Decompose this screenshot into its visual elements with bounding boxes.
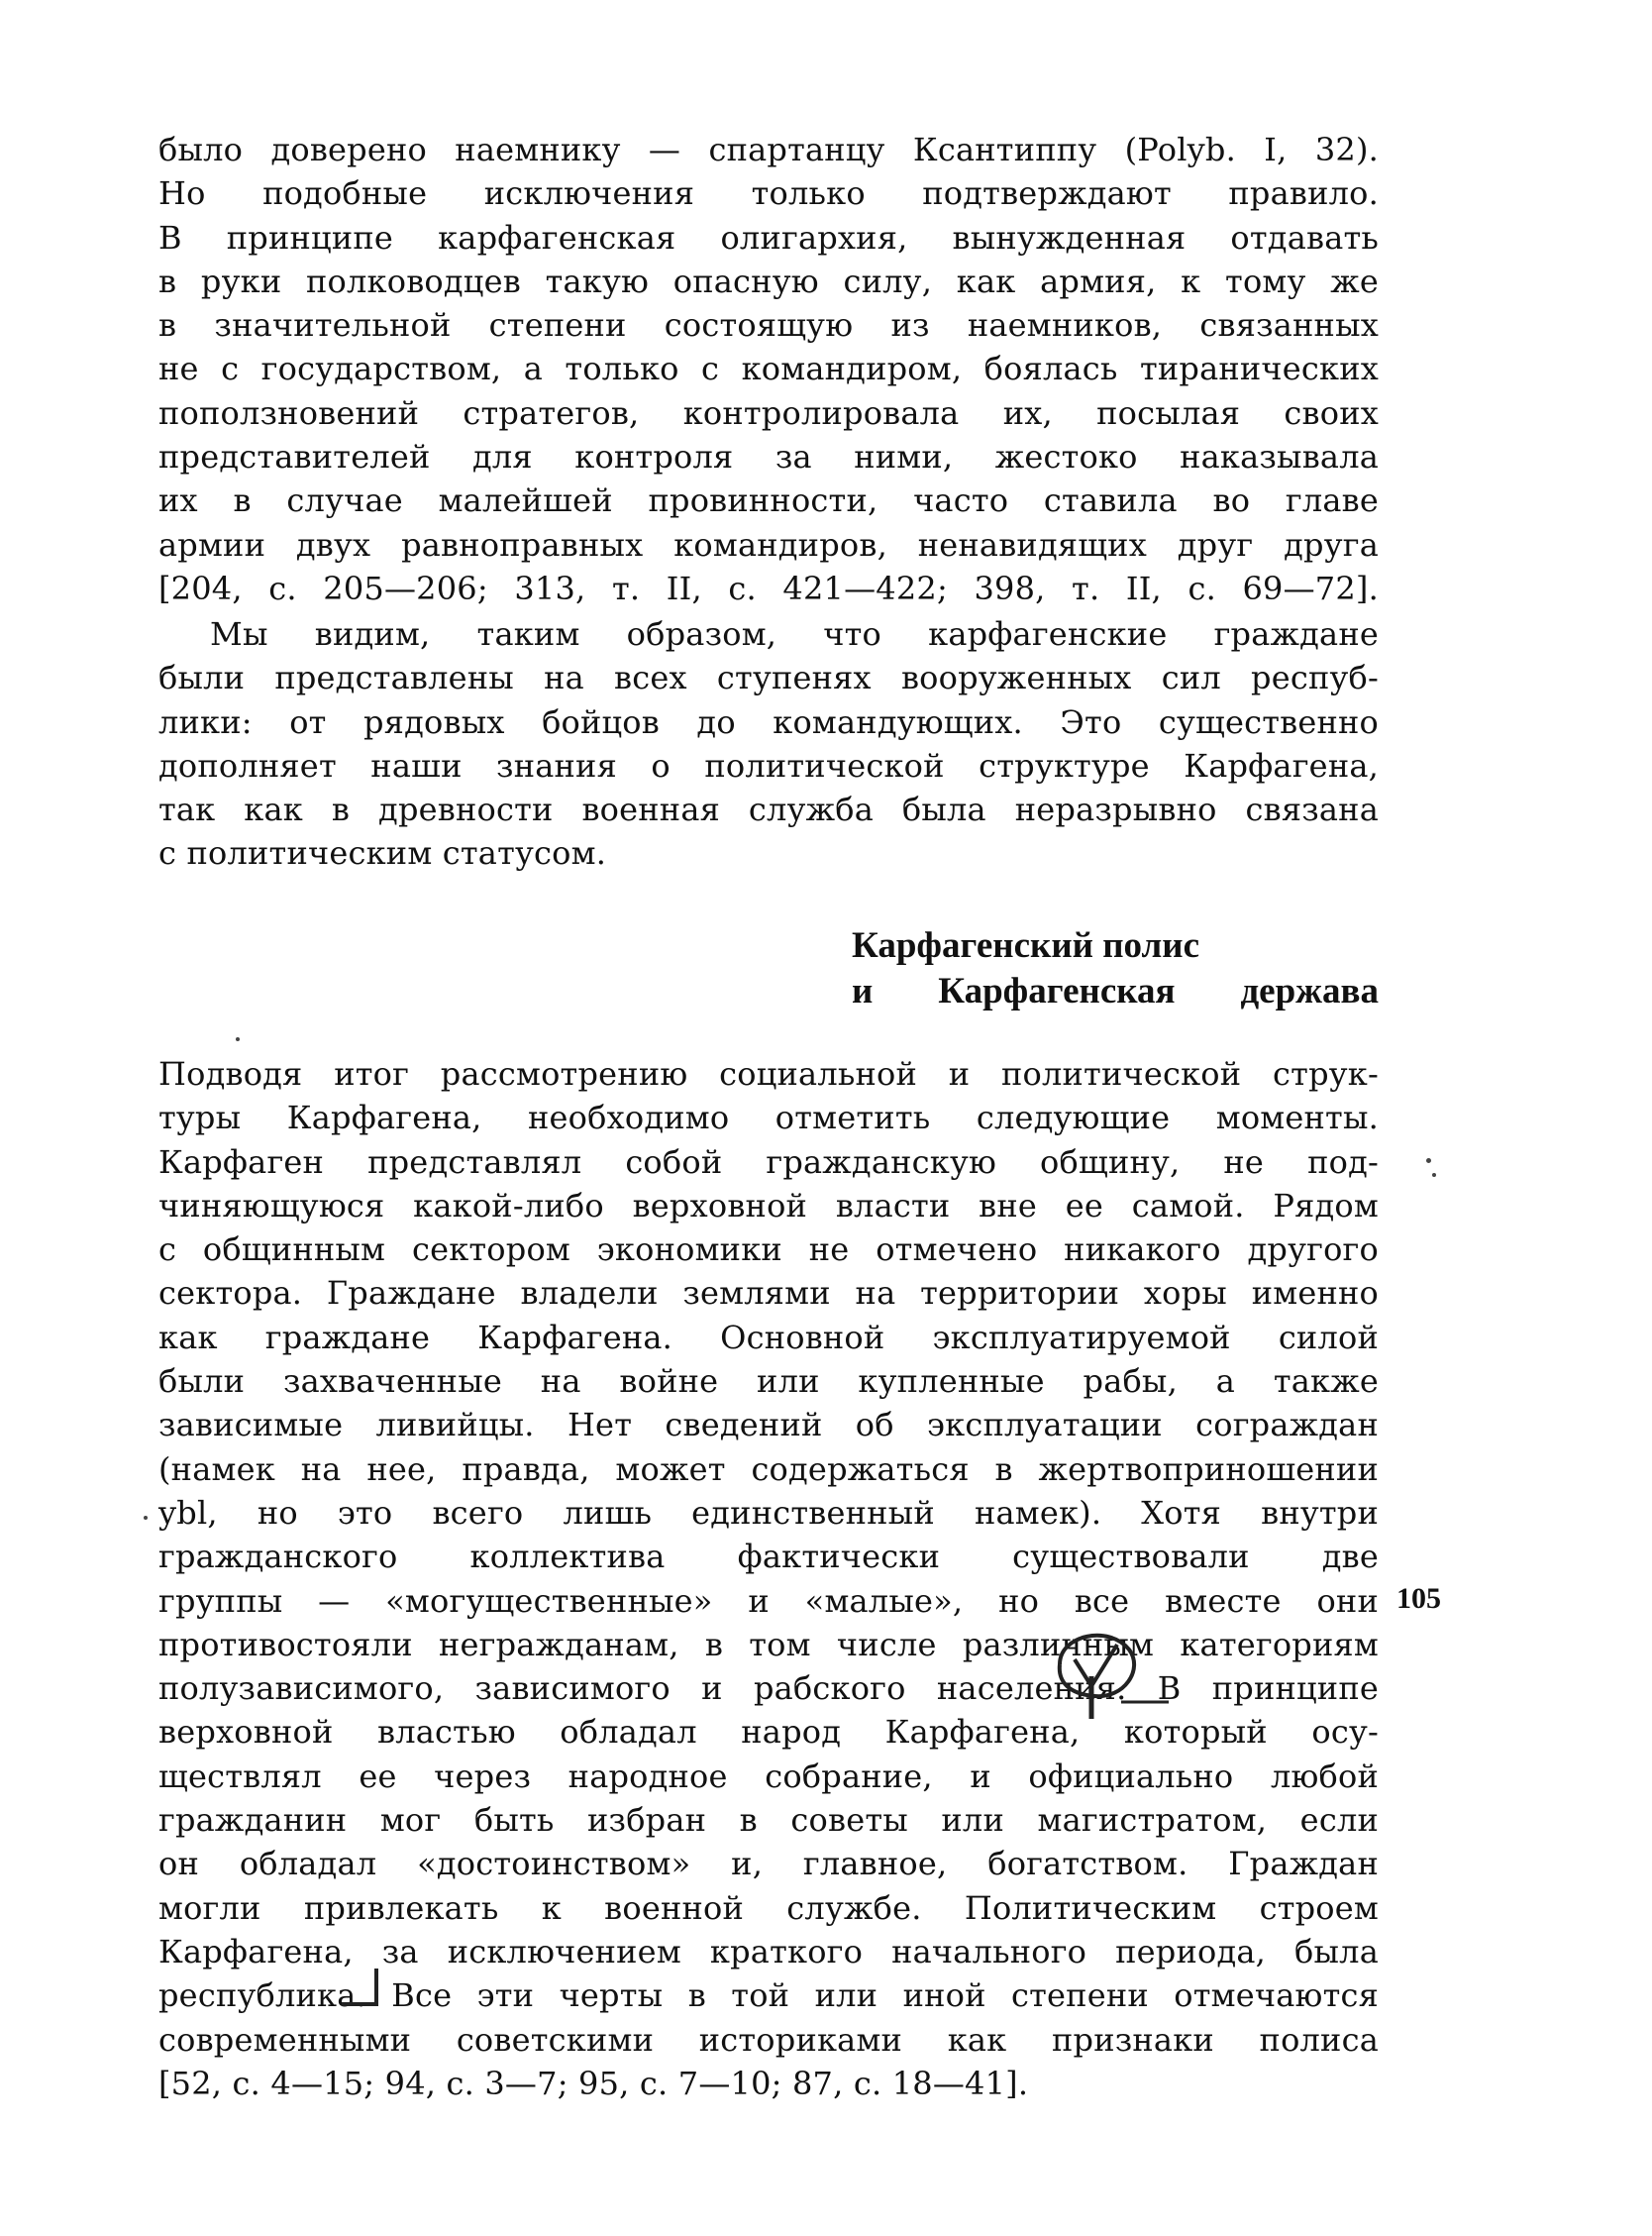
text-line: армии двух равноправных командиров, ненавидящих друг друга	[158, 525, 1379, 564]
text-line: как граждане Карфагена. Основной эксплуатируемой силой	[158, 1318, 1379, 1356]
text-line: полузависимого, зависимого и рабского населения. В принципе	[158, 1669, 1379, 1708]
page-number: 105	[1396, 1582, 1441, 1615]
text-line: туры Карфагена, необходимо отметить следующие моменты.	[158, 1099, 1379, 1137]
text-line: ществлял ее через народное собрание, и официально любой	[158, 1757, 1379, 1795]
text-line: В принципе карфагенская олигархия, вынужденная отдавать	[158, 218, 1379, 257]
text-line: [204, с. 205—206; 313, т. II, с. 421—422; 398, т. II, с. 69—72].	[158, 569, 1379, 607]
text-line: Карфаген представлял собой гражданскую общину, не под-	[158, 1142, 1379, 1181]
text-line: Мы видим, таким образом, что карфагенские граждане	[210, 615, 1379, 653]
text-line: гражданин мог быть избран в советы или магистратом, если	[158, 1801, 1379, 1840]
text-line: Но подобные исключения только подтверждают правило.	[158, 174, 1379, 213]
text-line: Карфагена, за исключением краткого начального периода, была	[158, 1932, 1379, 1970]
text-line: дополняет наши знания о политической структуре Карфагена,	[158, 746, 1379, 785]
text-line: зависимые ливийцы. Нет сведений об эксплуатации сограждан	[158, 1406, 1379, 1444]
text-line: (намек на нее, правда, может содержаться в жертвоприношении	[158, 1449, 1379, 1488]
scan-speck	[1432, 1173, 1436, 1177]
text-line: в значительной степени состоящую из наемников, связанных	[158, 306, 1379, 345]
text-line: группы — «могущественные» и «малые», но все вместе они	[158, 1581, 1379, 1620]
text-line: республика. Все эти черты в той или иной степени отмечаются	[158, 1976, 1379, 2015]
text-line: [52, с. 4—15; 94, с. 3—7; 95, с. 7—10; 87, с. 18—41].	[158, 2064, 1029, 2102]
text-line: в руки полководцев такую опасную силу, как армия, к тому же	[158, 262, 1379, 300]
scan-speck	[144, 1516, 148, 1520]
scan-speck	[236, 1037, 240, 1041]
section-heading-line-1: Карфагенский полис	[852, 925, 1200, 966]
text-line: были представлены на всех ступенях вооруженных сил респуб-	[158, 659, 1379, 697]
text-line: с общинным сектором экономики не отмечено никакого другого	[158, 1230, 1379, 1269]
text-line: их в случае малейшей провинности, часто ставила во главе	[158, 481, 1379, 520]
text-line: не с государством, а только с командиром, боялась тиранических	[158, 350, 1379, 388]
text-line: с политическим статусом.	[158, 834, 607, 873]
text-line: гражданского коллектива фактически существовали две	[158, 1538, 1379, 1576]
paragraph-1	[158, 128, 1379, 610]
text-line: сектора. Граждане владели землями на территории хоры именно	[158, 1274, 1379, 1313]
text-line: чиняющуюся какой-либо верховной власти вне ее самой. Рядом	[158, 1186, 1379, 1224]
paragraph-3	[158, 1052, 1379, 2105]
scan-speck	[1426, 1158, 1431, 1163]
text-line: представителей для контроля за ними, жестоко наказывала	[158, 438, 1379, 477]
text-line: лики: от рядовых бойцов до командующих. Это существенно	[158, 702, 1379, 741]
text-line: верховной властью обладал народ Карфагена, который осу-	[158, 1713, 1379, 1752]
text-line: так как в древности военная служба была неразрывно связана	[158, 791, 1379, 829]
text-line: поползновений стратегов, контролировала их, посылая своих	[158, 393, 1379, 432]
text-line: противостояли негражданам, в том числе различным категориям	[158, 1625, 1379, 1663]
text-line: он обладал «достоинством» и, главное, богатством. Граждан	[158, 1845, 1379, 1883]
text-line: современными советскими историками как признаки полиса	[158, 2020, 1379, 2059]
text-line: было доверено наемнику — спартанцу Ксантиппу (Polyb. I, 32).	[158, 131, 1379, 168]
text-line: могли привлекать к военной службе. Политическим строем	[158, 1888, 1379, 1927]
paragraph-2	[158, 612, 1379, 876]
section-heading-line-2: и Карфагенская держава	[852, 971, 1379, 1012]
text-line: ybl, но это всего лишь единственный намек). Хотя внутри	[158, 1493, 1379, 1532]
text-line: были захваченные на войне или купленные рабы, а также	[158, 1362, 1379, 1401]
text-line: Подводя итог рассмотрению социальной и политической струк-	[158, 1055, 1379, 1093]
